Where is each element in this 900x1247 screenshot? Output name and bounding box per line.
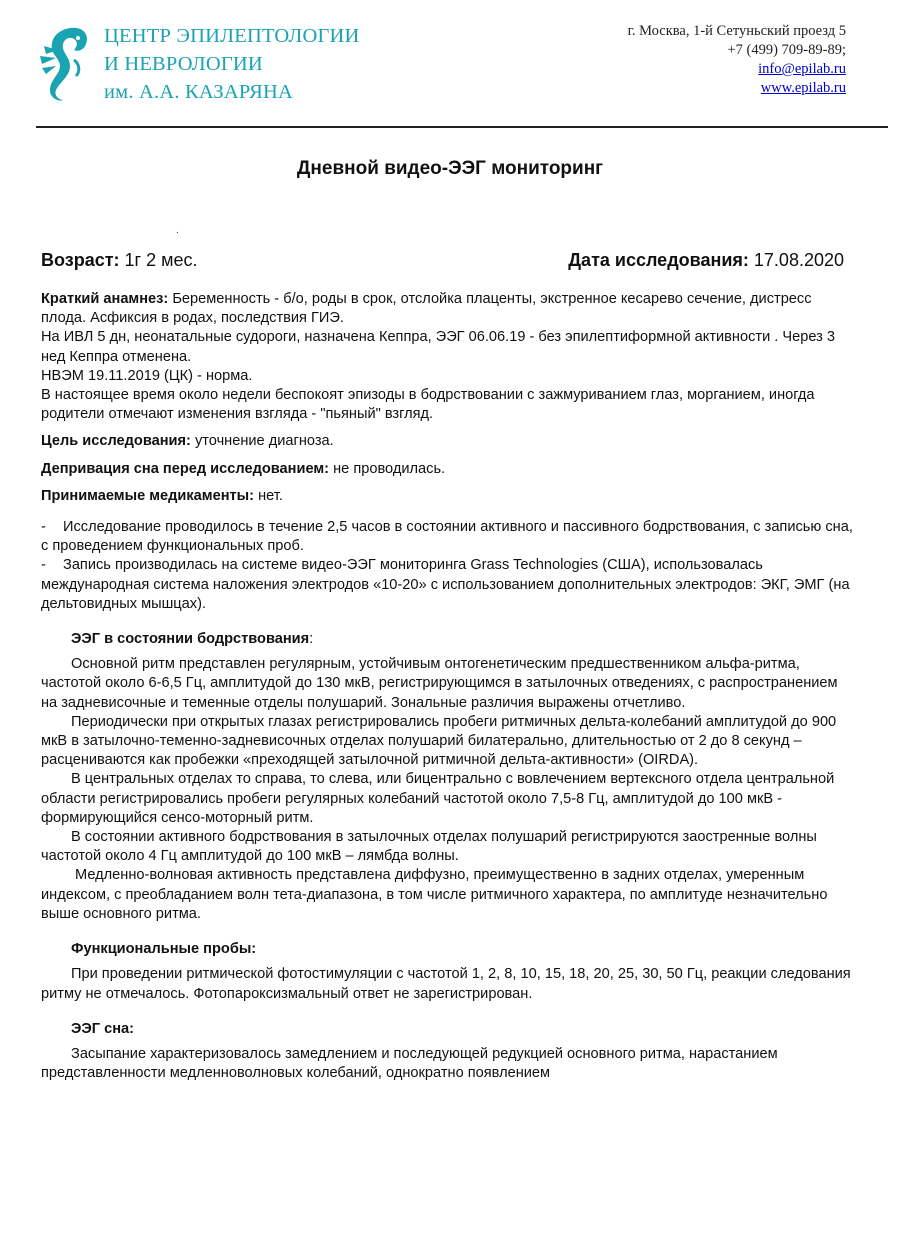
wake-paragraph-4: В состоянии активного бодрствования в затылочных отделах полушарий регистрируются заостренные волны частотой около 4 Гц амплитудой до 100 мкВ – лямбда волны.	[41, 829, 817, 865]
clinic-phone: +7 (499) 709-89-89;	[727, 42, 846, 58]
sleep-eeg-heading	[41, 1020, 856, 1039]
anamnesis	[41, 290, 856, 328]
report-body	[41, 290, 856, 1083]
anamnesis-line-4: В настоящее время около недели беспокоят эпизоды в бодрствовании с зажмуриванием глаз, морганием, иногда родители отмечают изменения взгляда - "пьяный" взгляд.	[41, 387, 815, 423]
functional-tests-paragraph: При проведении ритмической фотостимуляции с частотой 1, 2, 8, 10, 15, 18, 20, 25, 30, 50 Гц, реакции следования ритму не отмечалось. Фотопароксизмальный ответ не зарегистрирован.	[41, 966, 851, 1002]
age-label: Возраст:	[41, 250, 120, 270]
sleep-eeg-paragraph: Засыпание характеризовалось замедлением и последующей редукцией основного ритма, нарастанием представленности медленноволновых колебаний, однократно появлением	[41, 1045, 778, 1082]
bullet-dash: -	[41, 557, 46, 574]
wake-paragraph-1: Основной ритм представлен регулярным, устойчивым онтогенетическим предшественником альфа-ритма, частотой около 6-6,5 Гц, амплитудой до 130 мкВ, регистрирующимся в затылочных отведениях, с распространением на задневисочные и теменные отделы полушарий. Зональные различия выражены отчетливо.	[41, 656, 838, 711]
sleep-deprivation	[41, 460, 856, 479]
meds-value: нет.	[258, 487, 283, 504]
method-bullet-1	[41, 518, 856, 556]
date-value: 17.08.2020	[753, 250, 844, 270]
goal-label: Цель исследования:	[41, 433, 191, 450]
meds-label: Принимаемые медикаменты:	[41, 487, 254, 504]
brand-line-2: И НЕВРОЛОГИИ	[104, 53, 263, 75]
bullet-2-text: Запись производилась на системе видео-ЭЭГ мониторинга Grass Technologies (США), использовалась международная система наложения электродов «10-20» с использованием дополнительных электродов: ЭКГ, ЭМГ (на дельтовидных мышцах).	[41, 557, 850, 612]
func-heading-text: Функциональные пробы:	[71, 941, 257, 958]
wake-heading-text: ЭЭГ в состоянии бодрствования	[71, 631, 310, 648]
wake-heading	[41, 630, 856, 649]
study-date	[568, 250, 844, 271]
wake-paragraph-3: В центральных отделах то справа, то слева, или бицентрально с вовлечением вертексного отдела центральной области регистрировались пробеги регулярных колебаний частотой около 7,5-8 Гц, амплитудой до 100 мкВ - формирующийся сенсо-моторный ритм.	[41, 771, 835, 826]
seahorse-logo-icon	[30, 24, 96, 104]
anamnesis-label: Краткий анамнез:	[41, 291, 169, 307]
anamnesis-line-3: НВЭМ 19.11.2019 (ЦК) - норма.	[41, 367, 253, 384]
sleep-heading-text: ЭЭГ сна:	[71, 1020, 134, 1037]
sleep-dep-value: не проводилась.	[333, 460, 446, 477]
stray-mark: .	[176, 225, 179, 236]
anamnesis-text: Беременность - б/о, роды в срок, отслойка плаценты, экстренное кесарево сечение, дистресс плода. Асфиксия в родах, последствия ГИЭ.	[41, 291, 812, 327]
study-goal	[41, 432, 856, 451]
bullet-dash: -	[41, 519, 46, 536]
method-bullet-2	[41, 556, 856, 614]
brand-line-3: им. А.А. КАЗАРЯНА	[104, 81, 294, 103]
wake-paragraph-2: Периодически при открытых глазах регистрировались пробеги ритмичных дельта-колебаний амплитудой до 900 мкВ в затылочно-теменно-задневисочных отделах полушарий билатерально, длительностью от 2 до 8 секунд – расцениваются как пробежки «преходящей затылочной ритмичной дельта-активности» (OIRDA).	[41, 713, 837, 769]
anamnesis-line-2: На ИВЛ 5 дн, неонатальные судороги, назначена Кеппра, ЭЭГ 06.06.19 - без эпилептиформной активности . Через 3 нед Кеппра отменена.	[41, 329, 836, 365]
clinic-address: г. Москва, 1-й Сетуньский проезд 5	[627, 23, 846, 39]
goal-value: уточнение диагноза.	[194, 433, 334, 450]
date-label: Дата исследования:	[568, 250, 749, 270]
age-value: 1г 2 мес.	[124, 250, 198, 270]
clinic-contacts	[628, 22, 846, 98]
website-link[interactable]: www.epilab.ru	[760, 80, 846, 96]
wake-heading-colon: :	[309, 631, 314, 648]
clinic-brand	[104, 22, 360, 106]
functional-tests-heading	[41, 940, 856, 959]
medications	[41, 487, 856, 506]
header-divider	[36, 126, 888, 128]
sleep-dep-label: Депривация сна перед исследованием:	[41, 460, 330, 477]
brand-line-1: ЦЕНТР ЭПИЛЕПТОЛОГИИ	[104, 25, 360, 47]
email-link[interactable]: info@epilab.ru	[758, 61, 846, 77]
bullet-1-text: Исследование проводилось в течение 2,5 часов в состоянии активного и пассивного бодрствования, с записью сна, с проведением функциональных проб.	[41, 519, 853, 555]
patient-age	[41, 250, 198, 271]
wake-paragraph-5: Медленно-волновая активность представлена диффузно, преимущественно в задних отделах, умеренным индексом, с преобладанием волн тета-диапазона, в том числе ритмичного характера, по амплитуде незначительно выше основного ритма.	[41, 867, 828, 922]
page-title: Дневной видео-ЭЭГ мониторинг	[296, 158, 604, 179]
